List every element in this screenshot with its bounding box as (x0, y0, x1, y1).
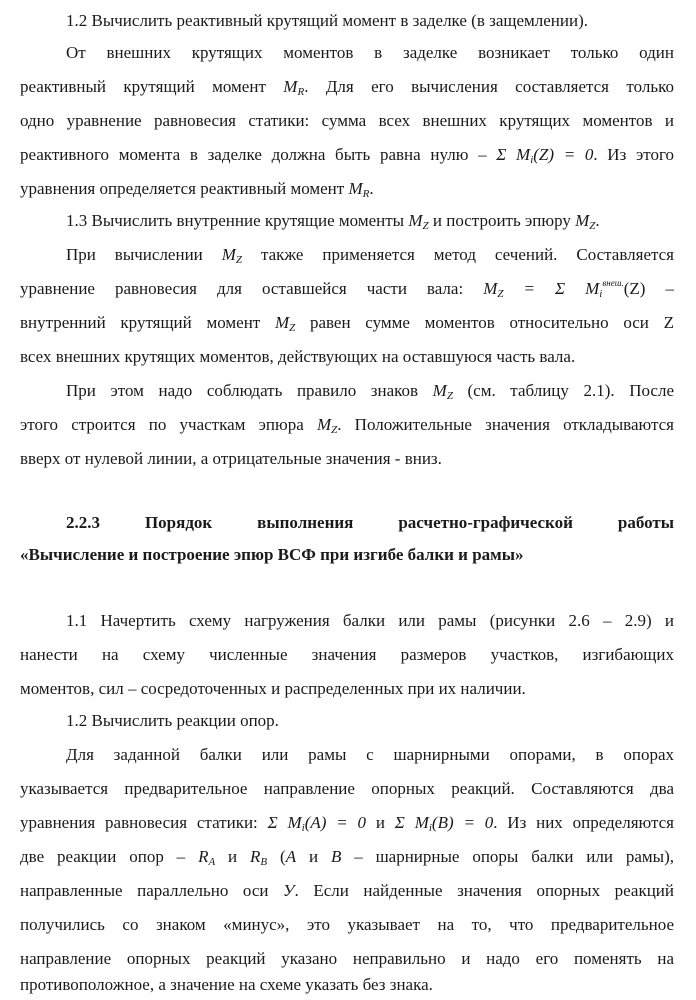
text: уравнения равновесия статики: (20, 813, 268, 832)
text: равен сумме моментов относительно оси Z (295, 313, 674, 332)
paragraph-line (66, 206, 674, 236)
paragraph-line (20, 72, 674, 102)
text: внутренний крутящий момент (20, 313, 275, 332)
text: реактивный крутящий момент (20, 77, 284, 96)
paragraph-line (20, 308, 674, 338)
math-subscript: Z (446, 390, 453, 402)
text: две реакции опор – (20, 847, 199, 866)
math-symbol: R (198, 847, 209, 866)
section-heading (66, 508, 674, 538)
math-subscript: i (301, 822, 305, 834)
math-subscript: R (362, 188, 370, 200)
paragraph-line (20, 174, 674, 204)
math-symbol: A (285, 847, 297, 866)
text: реактивного момента в заделке должна быть равна нулю – (20, 145, 497, 164)
math-subscript: B (260, 856, 268, 868)
math-symbol: M (316, 415, 332, 434)
paragraph-line (66, 240, 674, 270)
text: получились со знаком «минус», это указывает на то, что предварительное (20, 915, 674, 934)
math-symbol: (B) = 0 (431, 813, 494, 832)
text: Для заданной балки или рамы с шарнирными опорами, в опорах (66, 745, 674, 764)
text: При вычислении (66, 245, 222, 264)
text: направленные параллельно оси (20, 881, 284, 900)
text: 1.3 Вычислить внутренние крутящие моменты (66, 211, 409, 230)
math-symbol: M (432, 381, 447, 400)
math-subscript: i (428, 822, 432, 834)
text: противоположное, а значение на схеме указать без знака. (20, 975, 433, 994)
text: . Положительные значения откладываются (337, 415, 674, 434)
text: нанести на схему численные значения размеров участков, изгибающих (20, 645, 674, 664)
paragraph-line (20, 140, 674, 170)
paragraph-line (20, 876, 674, 906)
text: и (366, 813, 395, 832)
text: моментов, сил – сосредоточенных и распределенных при их наличии. (20, 679, 526, 698)
math-subscript: Z (235, 254, 243, 266)
math-symbol: R (250, 847, 261, 866)
math-symbol: (A) = 0 (304, 813, 367, 832)
text: ( (267, 847, 286, 866)
math-superscript: внеш. (602, 278, 624, 288)
text: уравнение равновесия для оставшейся части вала: (20, 279, 484, 298)
math-subscript: A (208, 856, 216, 868)
paragraph-line (20, 774, 674, 804)
math-symbol: M (221, 245, 236, 264)
paragraph-line (20, 274, 674, 304)
text: . Из этого (593, 145, 675, 164)
math-symbol: Σ M (267, 813, 302, 832)
math-symbol: = Σ M (503, 279, 600, 298)
math-subscript: Z (289, 322, 296, 334)
paragraph-line (20, 842, 674, 872)
math-subscript: Z (589, 220, 596, 232)
paragraph-line (66, 706, 674, 736)
text: 1.1 Начертить схему нагружения балки или рамы (рисунки 2.6 – 2.9) и (66, 611, 674, 630)
heading-text: 2.2.3 Порядок выполнения расчетно-графической работы (66, 513, 674, 532)
math-symbol: M (575, 211, 590, 230)
text: (Z) – (623, 279, 674, 298)
paragraph-line (20, 640, 674, 670)
paragraph-line (66, 6, 674, 36)
math-symbol: B (330, 847, 342, 866)
math-subscript: i (530, 154, 534, 166)
text-l2: От внешних крутящих моментов в заделке возникает только один (66, 43, 674, 62)
math-symbol: M (283, 77, 298, 96)
math-subscript: Z (422, 220, 429, 232)
text: указывается предварительное направление опорных реакций. Составляются два (20, 779, 674, 798)
text: – шарнирные опоры балки или рамы), (341, 847, 674, 866)
math-subscript: R (297, 86, 305, 98)
math-symbol: M (348, 179, 363, 198)
text: и построить эпюру (428, 211, 576, 230)
paragraph-line (20, 444, 674, 474)
paragraph-line (20, 808, 674, 838)
paragraph-line (20, 410, 674, 440)
text: всех внешних крутящих моментов, действующих на оставшуюся часть вала. (20, 347, 576, 366)
text: . Если найденные значения опорных реакций (294, 881, 674, 900)
math-symbol: Σ M (496, 145, 531, 164)
math-symbol: M (483, 279, 498, 298)
text: . (595, 211, 600, 230)
paragraph-line (66, 38, 674, 68)
text: При этом надо соблюдать правило знаков (66, 381, 433, 400)
text: уравнения определяется реактивный момент (20, 179, 349, 198)
text: этого строится по участкам эпюра (20, 415, 317, 434)
paragraph-line (20, 342, 674, 372)
paragraph-line (66, 740, 674, 770)
text: . (369, 179, 374, 198)
paragraph-line (66, 376, 674, 406)
paragraph-line (20, 674, 674, 704)
math-symbol: M (274, 313, 290, 332)
paragraph-line (66, 606, 674, 636)
section-heading (20, 540, 674, 570)
text: одно уравнение равновесия статики: сумма всех внешних крутящих моментов и (20, 111, 674, 130)
text: . Для его вычисления составляется только (304, 77, 675, 96)
math-symbol: Σ M (394, 813, 429, 832)
math-subscript: Z (331, 424, 338, 436)
paragraph-line (20, 106, 674, 136)
math-symbol: (Z) = 0 (533, 145, 594, 164)
heading-text: «Вычисление и построение эпюр ВСФ при изгибе балки и рамы» (20, 545, 524, 564)
text: (см. таблицу 2.1). После (452, 381, 674, 400)
text-l1: 1.2 Вычислить реактивный крутящий момент в заделке (в защемлении). (66, 11, 589, 30)
text: вверх от нулевой линии, а отрицательные значения - вниз. (20, 449, 442, 468)
text: . Из них определяются (493, 813, 675, 832)
math-symbol: У (283, 881, 295, 900)
text: направление опорных реакций указано неправильно и надо его поменять на (20, 949, 674, 968)
text: 1.2 Вычислить реакции опор. (66, 711, 279, 730)
text: также применяется метод сечений. Составляется (242, 245, 674, 264)
math-subscript: Z (497, 288, 504, 300)
paragraph-line (20, 910, 674, 940)
paragraph-line (20, 970, 674, 1000)
math-subscript: i (599, 288, 603, 300)
text: и (215, 847, 251, 866)
math-symbol: M (408, 211, 423, 230)
text: и (296, 847, 331, 866)
